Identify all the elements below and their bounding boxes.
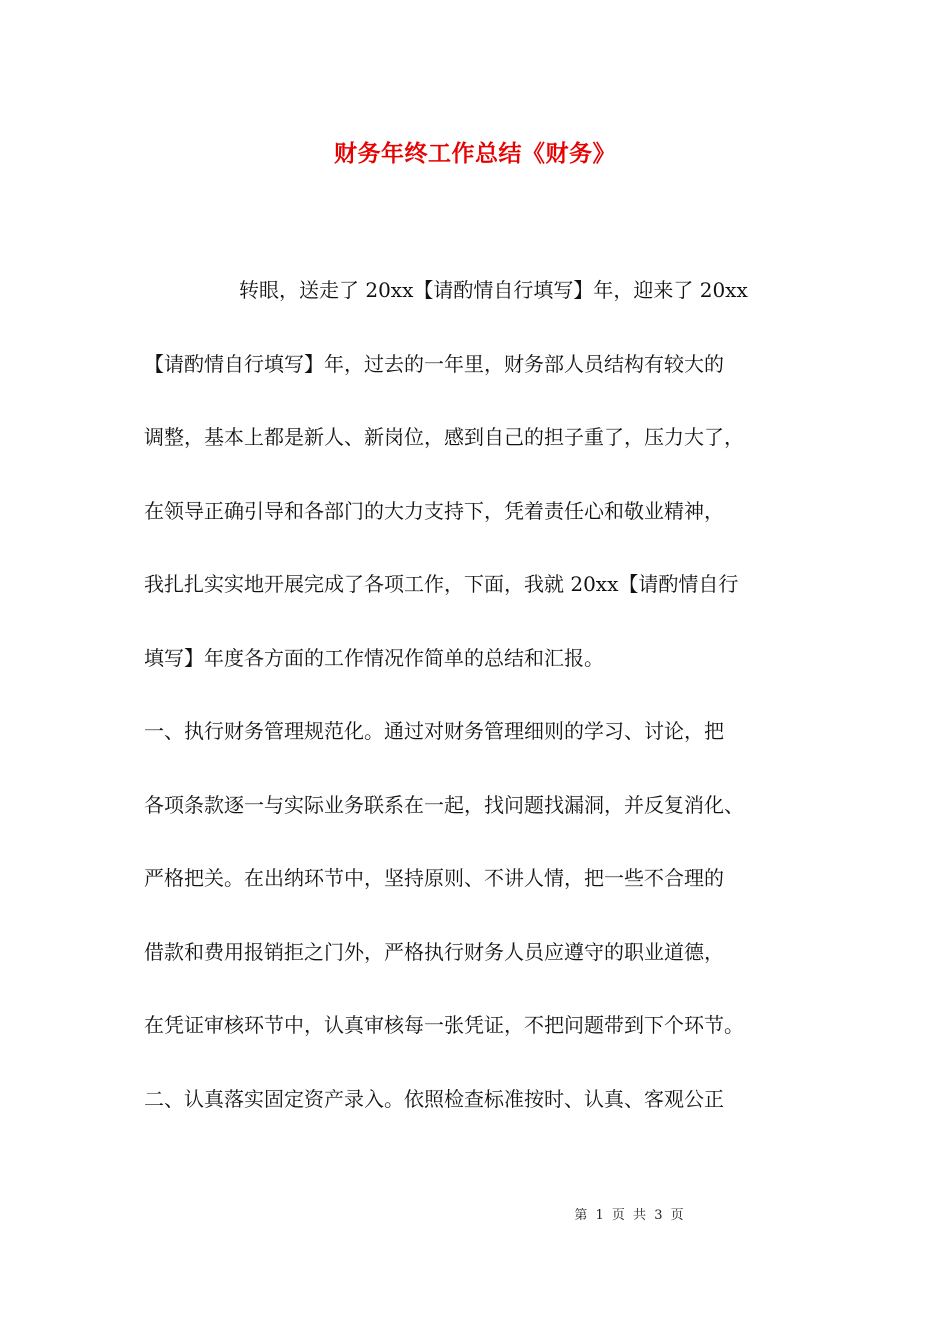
paragraph-line: 借款和费用报销拒之门外，严格执行财务人员应遵守的职业道德， [144, 939, 724, 964]
paragraph-line: 【请酌情自行填写】年，过去的一年里，财务部人员结构有较大的 [144, 351, 724, 376]
page-footer [0, 1206, 950, 1226]
paragraph-line: 二、认真落实固定资产录入。依照检查标准按时、认真、客观公正 [144, 1086, 724, 1111]
paragraph-line: 一、执行财务管理规范化。通过对财务管理细则的学习、讨论，把 [144, 719, 724, 743]
document-title: 财务年终工作总结《财务》 [334, 140, 616, 167]
paragraph-line: 调整，基本上都是新人、新岗位，感到自己的担子重了，压力大了， [144, 425, 744, 449]
paragraph-line: 各项条款逐一与实际业务联系在一起，找问题找漏洞，并反复消化、 [144, 792, 744, 817]
paragraph-line: 填写】年度各方面的工作情况作简单的总结和汇报。 [144, 645, 604, 670]
page-number: 第 1 页 共 3 页 [574, 1208, 686, 1223]
paragraph-line: 转眼，送走了 20xx【请酌情自行填写】年，迎来了 20xx [239, 278, 748, 302]
document-body [144, 272, 809, 1154]
paragraph-line: 严格把关。在出纳环节中，坚持原则、不讲人情，把一些不合理的 [144, 866, 724, 890]
paragraph-line: 在凭证审核环节中，认真审核每一张凭证，不把问题带到下个环节。 [144, 1013, 744, 1037]
paragraph-line: 在领导正确引导和各部门的大力支持下，凭着责任心和敬业精神， [144, 498, 724, 523]
paragraph-line: 我扎扎实实地开展完成了各项工作，下面，我就 20xx【请酌情自行 [144, 572, 739, 596]
